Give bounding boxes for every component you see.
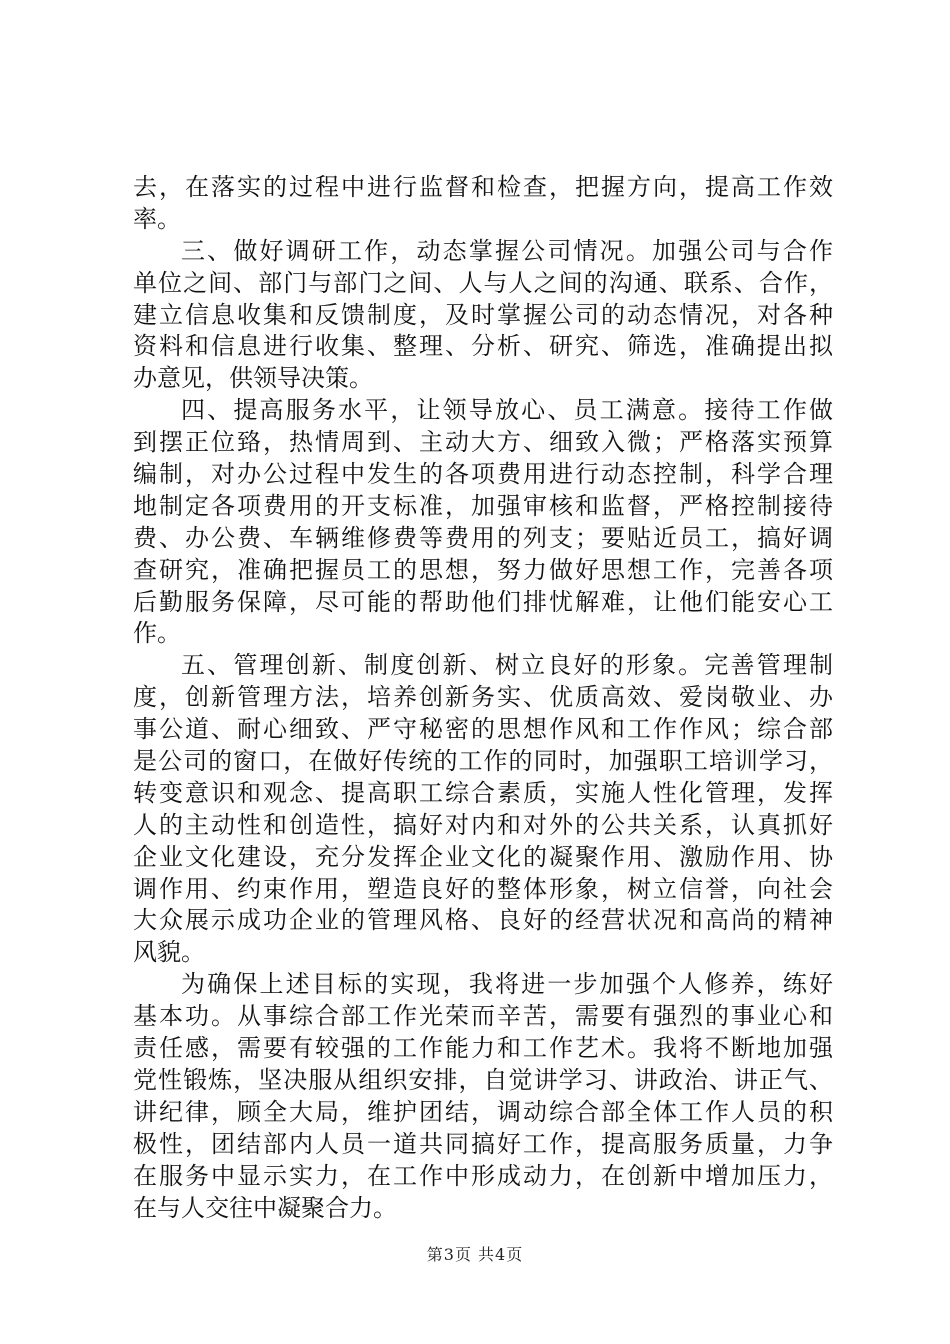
page-number-footer: 第3页 共4页 <box>426 1245 524 1264</box>
text-line: 转变意识和观念、提高职工综合素质，实施人性化管理，发挥 <box>133 778 833 807</box>
text-line: 资料和信息进行收集、整理、分析、研究、筛选，准确提出拟 <box>133 332 833 361</box>
text-line: 编制，对办公过程中发生的各项费用进行动态控制，科学合理 <box>133 460 833 489</box>
text-line: 基本功。从事综合部工作光荣而辛苦，需要有强烈的事业心和 <box>133 1002 833 1031</box>
paragraph-start-line: 五、管理创新、制度创新、树立良好的形象。完善管理制 <box>181 651 833 680</box>
text-line: 单位之间、部门与部门之间、人与人之间的沟通、联系、合作， <box>133 268 833 297</box>
document-body <box>133 172 833 1224</box>
text-line: 人的主动性和创造性，搞好对内和对外的公共关系，认真抓好 <box>133 810 833 839</box>
text-line: 极性，团结部内人员一道共同搞好工作，提高服务质量，力争 <box>133 1129 833 1158</box>
text-line: 去，在落实的过程中进行监督和检查，把握方向，提高工作效 <box>133 173 833 201</box>
text-line: 讲纪律，顾全大局，维护团结，调动综合部全体工作人员的积 <box>133 1097 833 1126</box>
paragraph-start-line: 三、做好调研工作，动态掌握公司情况。加强公司与合作 <box>181 236 833 265</box>
text-line: 党性锻炼，坚决服从组织安排，自觉讲学习、讲政治、讲正气、 <box>133 1065 833 1094</box>
text-line: 企业文化建设，充分发挥企业文化的凝聚作用、激励作用、协 <box>133 842 833 871</box>
paragraph-start-line: 为确保上述目标的实现，我将进一步加强个人修养，练好 <box>181 970 833 999</box>
text-line: 后勤服务保障，尽可能的帮助他们排忧解难，让他们能安心工 <box>133 587 833 616</box>
text-line: 调作用、约束作用，塑造良好的整体形象，树立信誉，向社会 <box>133 874 833 903</box>
text-line: 地制定各项费用的开支标准，加强审核和监督，严格控制接待 <box>133 491 833 520</box>
text-line: 在服务中显示实力，在工作中形成动力，在创新中增加压力， <box>133 1161 833 1190</box>
text-line: 大众展示成功企业的管理风格、良好的经营状况和高尚的精神 <box>133 906 833 935</box>
text-line: 度，创新管理方法，培养创新务实、优质高效、爱岗敬业、办 <box>133 683 833 712</box>
text-line: 到摆正位臵，热情周到、主动大方、细致入微；严格落实预算 <box>133 428 833 457</box>
text-line: 责任感，需要有较强的工作能力和工作艺术。我将不断地加强 <box>133 1034 833 1063</box>
text-line: 风貌。 <box>133 938 205 967</box>
text-line: 作。 <box>133 619 181 648</box>
text-line: 查研究，准确把握员工的思想，努力做好思想工作，完善各项 <box>133 555 833 584</box>
text-line: 办意见，供领导决策。 <box>133 364 373 393</box>
text-line: 率。 <box>133 204 181 233</box>
text-line: 费、办公费、车辆维修费等费用的列支；要贴近员工，搞好调 <box>133 523 833 552</box>
text-line: 事公道、耐心细致、严守秘密的思想作风和工作作风；综合部 <box>133 715 833 744</box>
text-line: 建立信息收集和反馈制度，及时掌握公司的动态情况，对各种 <box>133 300 833 329</box>
text-line: 在与人交往中凝聚合力。 <box>133 1193 397 1222</box>
paragraph-start-line: 四、提高服务水平，让领导放心、员工满意。接待工作做 <box>181 396 833 425</box>
text-line: 是公司的窗口，在做好传统的工作的同时，加强职工培训学习， <box>133 747 833 776</box>
